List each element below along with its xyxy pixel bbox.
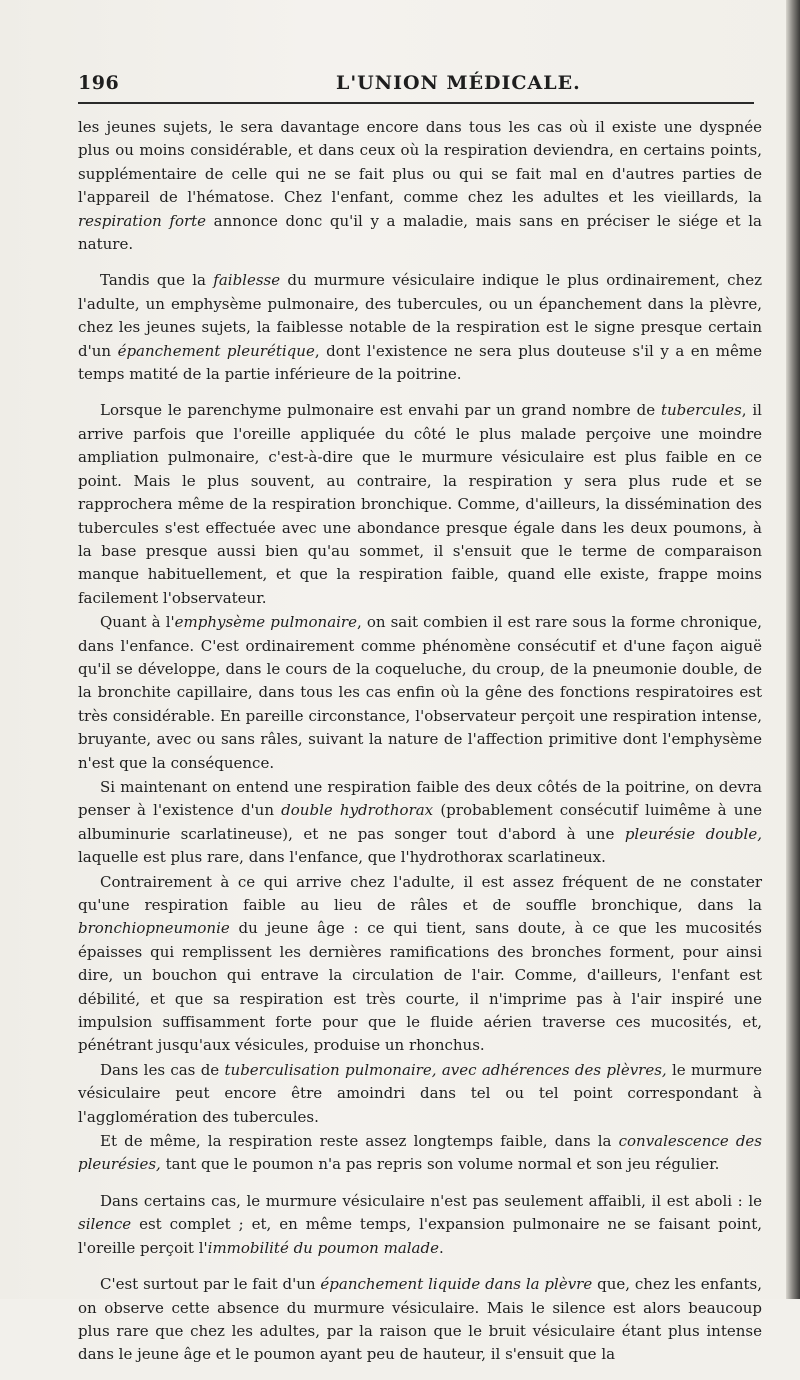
italic-term: épanchement pleurétique [117,341,315,360]
paragraph: C'est surtout par le fait d'un épanchement liquide dans la plèvre que, chez les enfants, on observe cette absence du murmure vésiculaire. Mais le silence est alors beaucoup plus rare que chez les adultes, par la raison que le bruit vésiculaire étant plus intense dans le jeune âge et le poumon ayant peu de hauteur, il s'ensuit que la [78,1275,762,1364]
body-text [78,116,762,1380]
paragraph: Dans les cas de tuberculisation pulmonaire, avec adhérences des plèvres, le murmure vésiculaire peut encore être amoindri dans tel ou tel point correspondant à l'agglomération des tubercules. [78,1060,762,1126]
italic-term: tubercules [660,401,742,420]
italic-term: silence [78,1215,132,1234]
italic-term: double hydrothorax [281,801,434,820]
paragraph: Si maintenant on entend une respiration faible des deux côtés de la poitrine, on devra penser à l'existence d'un double hydrothorax (probablement consécutif luimême à une albuminurie scarlatineuse), et ne pas songer tout d'abord à une pleurésie double, laquelle est plus rare, dans l'enfance, que l'hydrothorax scarlatineux. [78,777,762,867]
italic-term: immobilité du poumon malade [207,1238,439,1257]
paragraph: les jeunes sujets, le sera davantage encore dans tous les cas où il existe une dyspnée plus ou moins considérable, et dans ceux où la respiration deviendra, en certains points, supplémentaire de celle qui ne se fait plus ou qui se fait mal en d'autres parties de l'appareil de l'hématose. Chez l'enfant, comme chez les adultes et les vieillards, la respiration forte annonce donc qu'il y a maladie, mais sans en préciser le siége et la nature. [78,118,762,254]
page-header [78,72,758,100]
paragraph: Tandis que la faiblesse du murmure vésiculaire indique le plus ordinairement, chez l'adulte, un emphysème pulmonaire, des tubercules, ou un épanchement dans la plèvre, chez les jeunes sujets, la faiblesse notable de la respiration est le signe presque certain d'un épanchement pleurétique, dont l'existence ne sera plus douteuse s'il y a en même temps matité de la partie inférieure de la poitrine. [78,271,763,384]
italic-term: faiblesse [213,271,281,290]
italic-term: tuberculisation pulmonaire, avec adhérences des plèvres, [224,1060,667,1079]
page-edge-shadow [786,0,800,1299]
italic-term: convalescence des pleurésies, [78,1132,763,1174]
paragraph: Et de même, la respiration reste assez longtemps faible, dans la convalescence des pleurésies, tant que le poumon n'a pas repris son volume normal et son jeu régulier. [78,1132,763,1174]
paragraph: Lorsque le parenchyme pulmonaire est envahi par un grand nombre de tubercules, il arrive parfois que l'oreille appliquée du côté le plus malade perçoive une moindre ampliation pulmonaire, c'est-à-dire que le murmure vésiculaire est plus faible en ce point. Mais le plus souvent, au contraire, la respiration y sera plus rude et se rapprochera même de la respiration bronchique. Comme, d'ailleurs, la dissémination des tubercules s'est effectuée avec une abondance presque égale dans les deux poumons, à la base presque aussi bien qu'au sommet, il s'ensuit que le terme de comparaison manque habituellement, et que la respiration faible, quand elle existe, frappe moins facilement l'observateur. [78,401,762,607]
italic-term: emphysème pulmonaire [174,613,357,632]
italic-term: respiration forte [78,211,207,230]
running-title: L'UNION MÉDICALE. [336,72,581,94]
paragraph: Quant à l'emphysème pulmonaire, on sait combien il est rare sous la forme chronique, dans l'enfance. C'est ordinairement comme phénomène consécutif et d'une façon aiguë qu'il se développe, dans le cours de la coqueluche, du croup, de la pneumonie double, de la bronchite capillaire, dans tous les cas enfin où la gêne des fonctions respiratoires est très considérable. En pareille circonstance, l'observateur perçoit une respiration intense, bruyante, avec ou sans râles, suivant la nature de l'affection primitive dont l'emphysème n'est que la conséquence. [78,613,762,772]
header-rule [78,102,754,104]
italic-term: bronchiopneumonie [78,919,230,938]
italic-term: pleurésie double, [624,824,762,843]
page-number: 196 [78,72,120,94]
italic-term: épanchement liquide dans la plèvre [320,1275,593,1294]
paragraph: Contrairement à ce qui arrive chez l'adulte, il est assez fréquent de ne constater qu'une respiration faible au lieu de râles et de souffle bronchique, dans la bronchiopneumonie du jeune âge : ce qui tient, sans doute, à ce que les mucosités épaisses qui remplissent les dernières ramifications des bronches forment, pour ainsi dire, un bouchon qui entrave la circulation de l'air. Comme, d'ailleurs, l'enfant est débilité, et que sa respiration est très courte, il n'imprime pas à l'air inspiré une impulsion suffisamment forte pour que le fluide aérien traverse ces mucosités, et, pénétrant jusqu'aux vésicules, produise un rhonchus. [78,872,762,1055]
paragraph: Dans certains cas, le murmure vésiculaire n'est pas seulement affaibli, il est aboli : le silence est complet ; et, en même temps, l'expansion pulmonaire ne se faisant point, l'oreille perçoit l'immobilité du poumon malade. [78,1191,762,1257]
